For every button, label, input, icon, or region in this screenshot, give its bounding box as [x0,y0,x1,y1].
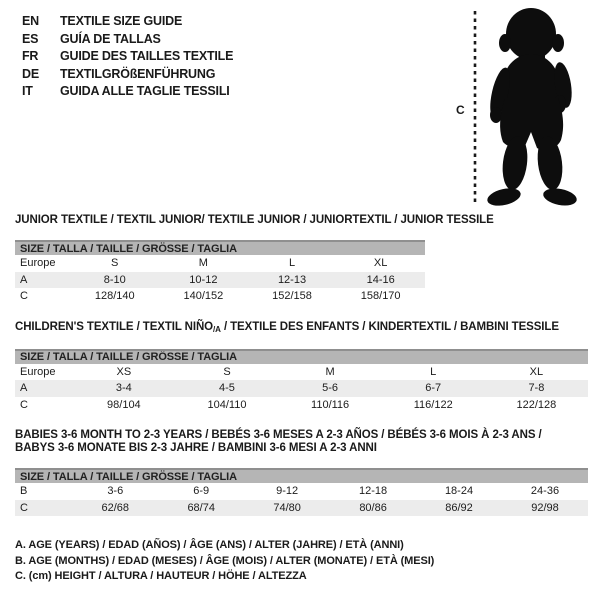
section-title [15,429,588,455]
value-cell: L [430,365,437,378]
language-code: DE [22,66,39,81]
language-code: FR [22,49,39,63]
language-title-block [22,13,233,101]
value-cell: L [288,257,296,270]
value-cell: 12-13 [248,272,337,289]
language-row [22,48,233,66]
language-row [22,83,233,101]
title-subscript: /A [213,324,221,334]
table-row [15,364,588,381]
size-tables-content [15,214,588,585]
language-row [22,66,233,84]
value-cell: 68/74 [158,500,244,517]
value-cell: 3-4 [72,380,175,397]
row-label-cell: C [20,398,28,411]
value-cell: 5-6 [279,380,382,397]
value-cell: 8-10 [70,272,159,289]
note-age-years: A. AGE (YEARS) / EDAD (AÑOS) / ÂGE (ANS) / ALTER (JAHRE) / ETÀ (ANNI) [15,539,404,551]
language-row [22,31,233,49]
table-row [15,397,588,414]
row-label-cell: Europe [20,365,56,378]
table-row [15,255,425,272]
language-code: IT [22,84,33,98]
value-cell: M [325,365,335,378]
value-cell: 7-8 [485,380,588,397]
baby-silhouette-icon [455,5,587,211]
section-babies-textile [15,429,588,516]
size-band-row [15,469,588,483]
value-cell: 98/104 [107,398,141,411]
language-title: TEXTILGRÖßENFÜHRUNG [60,66,216,81]
language-title: GUIDE DES TAILLES TEXTILE [60,49,234,63]
section-childrens-textile [15,321,588,414]
value-cell: 140/152 [183,290,224,303]
row-label-cell: A [15,380,72,397]
note-age-months: B. AGE (MONTHS) / EDAD (MESES) / ÂGE (MOIS) / ALTER (MONATE) / ETÀ (MESI) [15,554,435,567]
value-cell: 4-5 [175,380,278,397]
row-label-cell: Europe [20,257,56,270]
value-cell: XL [529,365,544,378]
value-cell: 12-18 [359,485,388,498]
junior-textile-table [15,240,425,305]
value-cell: 24-36 [530,485,560,498]
title-text: / TEXTILE DES ENFANTS / KINDERTEXTIL / BAMBINI TESSILE [220,320,559,333]
section-junior-textile [15,214,588,305]
language-title: TEXTILE SIZE GUIDE [60,14,183,28]
language-title: GUÍA DE TALLAS [60,31,161,46]
value-cell: 86/92 [416,500,502,517]
childrens-textile-table [15,349,588,414]
size-band-row [15,350,588,364]
value-cell: 104/110 [207,398,247,411]
value-cell: 158/170 [360,290,401,303]
value-cell: 110/116 [311,398,350,411]
table-row [15,500,588,517]
row-label-cell: C [20,290,28,303]
table-row [15,288,425,305]
babies-textile-table [15,468,588,516]
size-band-label: SIZE / TALLA / TAILLE / GRÖSSE / TAGLIA [15,241,425,255]
value-cell: 10-12 [159,272,248,289]
legend-notes [15,538,588,585]
table-row [15,483,588,500]
value-cell: 3-6 [107,485,124,498]
baby-figure [455,5,587,211]
title-line-1: BABIES 3-6 MONTH TO 2-3 YEARS / BEBÉS 3-6 MESES A 2-3 AÑOS / BÉBÉS 3-6 MOIS À 2-3 ANS / [15,429,542,441]
value-cell: 92/98 [502,500,588,517]
value-cell: 122/128 [516,398,557,411]
value-cell: 6-9 [193,485,210,498]
row-label-cell: C [15,500,72,517]
value-cell: M [198,257,208,270]
value-cell: XS [116,365,132,378]
table-row [15,380,588,397]
size-band-label: SIZE / TALLA / TAILLE / GRÖSSE / TAGLIA [15,350,588,364]
value-cell: 128/140 [94,290,135,303]
language-code: ES [22,31,39,46]
language-title: GUIDA ALLE TAGLIE TESSILI [60,84,230,98]
value-cell: 62/68 [72,500,158,517]
value-cell: 152/158 [272,290,312,303]
row-label-cell: A [15,272,70,289]
size-band-row [15,241,425,255]
value-cell: 74/80 [244,500,330,517]
section-title: JUNIOR TEXTILE / TEXTIL JUNIOR/ TEXTILE JUNIOR / JUNIORTEXTIL / JUNIOR TESSILE [15,214,494,226]
title-text: CHILDREN'S TEXTILE / TEXTIL NIÑO [15,320,214,333]
value-cell: 14-16 [336,272,425,289]
title-line-2: BABYS 3-6 MONATE BIS 2-3 JAHRE / BAMBINI 3-6 MESI A 2-3 ANNI [15,442,377,454]
language-row [22,13,233,31]
value-cell: 116/122 [413,398,453,411]
value-cell: 9-12 [276,485,299,498]
table-row [15,272,425,289]
value-cell: S [223,365,231,378]
section-title [15,321,588,336]
height-measure-label: C [456,103,465,117]
value-cell: S [111,257,119,270]
row-label-cell: B [20,485,28,498]
note-height-cm: C. (cm) HEIGHT / ALTURA / HAUTEUR / HÖHE / ALTEZZA [15,570,307,582]
value-cell: 80/86 [330,500,416,517]
value-cell: 18-24 [444,485,474,498]
size-band-label: SIZE / TALLA / TAILLE / GRÖSSE / TAGLIA [15,469,588,483]
value-cell: 6-7 [382,380,485,397]
language-code: EN [22,14,39,28]
value-cell: XL [373,257,388,270]
